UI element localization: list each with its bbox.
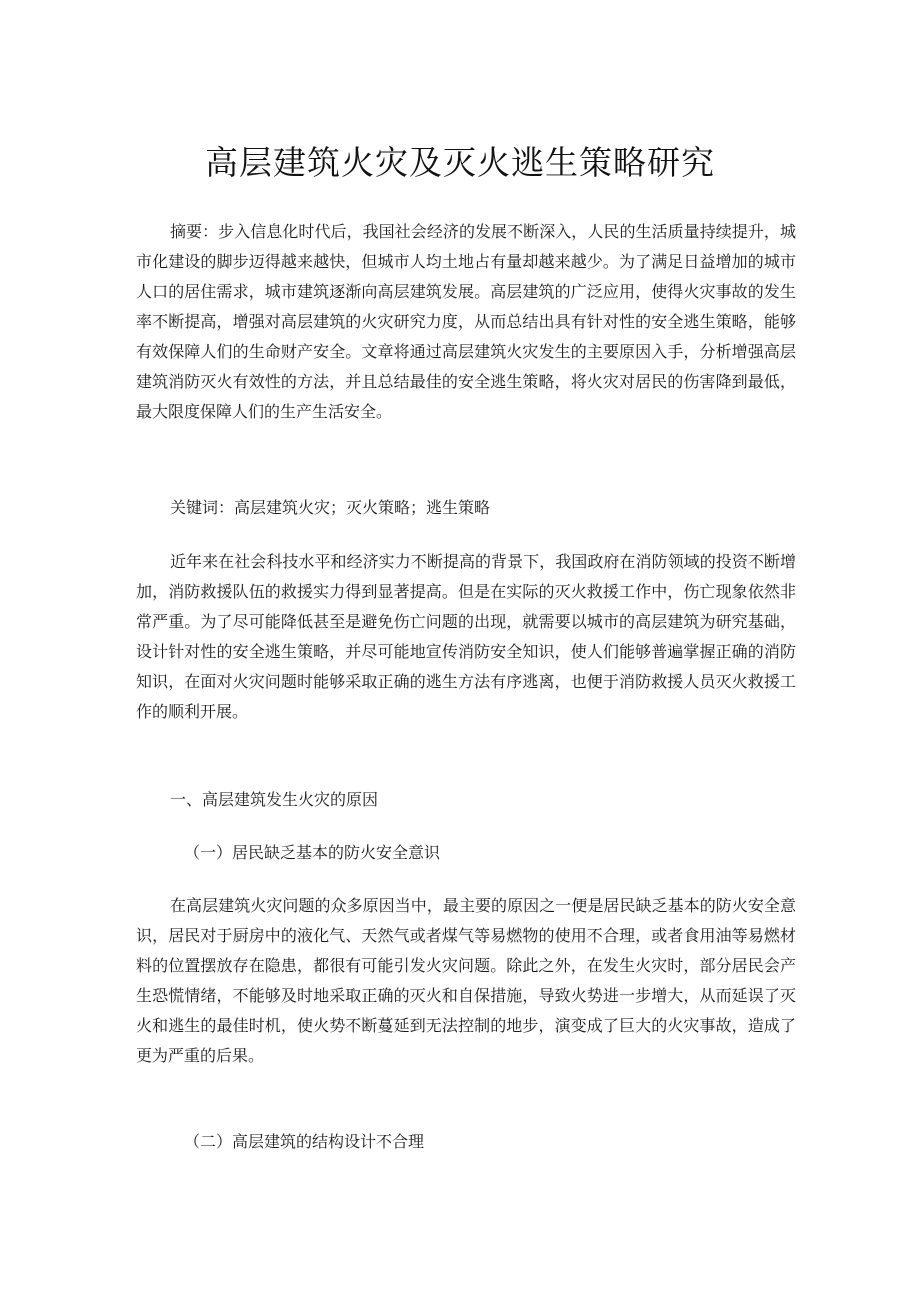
section-heading-1: 一、高层建筑发生火灾的原因 [170,790,379,809]
intro-paragraph: 近年来在社会科技水平和经济实力不断提高的背景下，我国政府在消防领域的投资不断增加，消防救援队伍的救援实力得到显著提高。但是在实际的灭火救援工作中，伤亡现象依然非常严重。为了尽可能降低甚至是避免伤亡问题的出现，就需要以城市的高层建筑为研究基础，设计针对性的安全逃生策略，并尽可能地宣传消防安全知识，使人们能够普遍掌握正确的消防知识，在面对火灾问题时能够采取正确的逃生方法有序逃离，也便于消防救援人员灭火救援工作的顺利开展。 [136,552,796,721]
abstract-paragraph: 摘要：步入信息化时代后，我国社会经济的发展不断深入，人民的生活质量持续提升，城市化建设的脚步迈得越来越快，但城市人均土地占有量却越来越少。为了满足日益增加的城市人口的居住需求，城市建筑逐渐向高层建筑发展。高层建筑的广泛应用，使得火灾事故的发生率不断提高，增强对高层建筑的火灾研究力度，从而总结出具有针对性的安全逃生策略，能够有效保障人们的生命财产安全。文章将通过高层建筑火灾发生的主要原因入手，分析增强高层建筑消防灭火有效性的方法，并且总结最佳的安全逃生策略，将火灾对居民的伤害降到最低，最大限度保障人们的生产生活安全。 [136,222,796,421]
document-title: 高层建筑火灾及灭火逃生策略研究 [205,143,715,182]
keywords-line: 关键词：高层建筑火灾；灭火策略；逃生策略 [170,498,491,517]
subsection-heading-1: （一）居民缺乏基本的防火安全意识 [184,843,441,862]
subsection-heading-2: （二）高层建筑的结构设计不合理 [184,1132,425,1151]
subsection-1-paragraph: 在高层建筑火灾问题的众多原因当中，最主要的原因之一便是居民缺乏基本的防火安全意识，居民对于厨房中的液化气、天然气或者煤气等易燃物的使用不合理，或者食用油等易燃材料的位置摆放存在隐患，都很有可能引发火灾问题。除此之外，在发生火灾时，部分居民会产生恐慌情绪，不能够及时地采取正确的灭火和自保措施，导致火势进一步增大，从而延误了灭火和逃生的最佳时机，使火势不断蔓延到无法控制的地步，演变成了巨大的火灾事故，造成了更为严重的后果。 [136,896,796,1065]
